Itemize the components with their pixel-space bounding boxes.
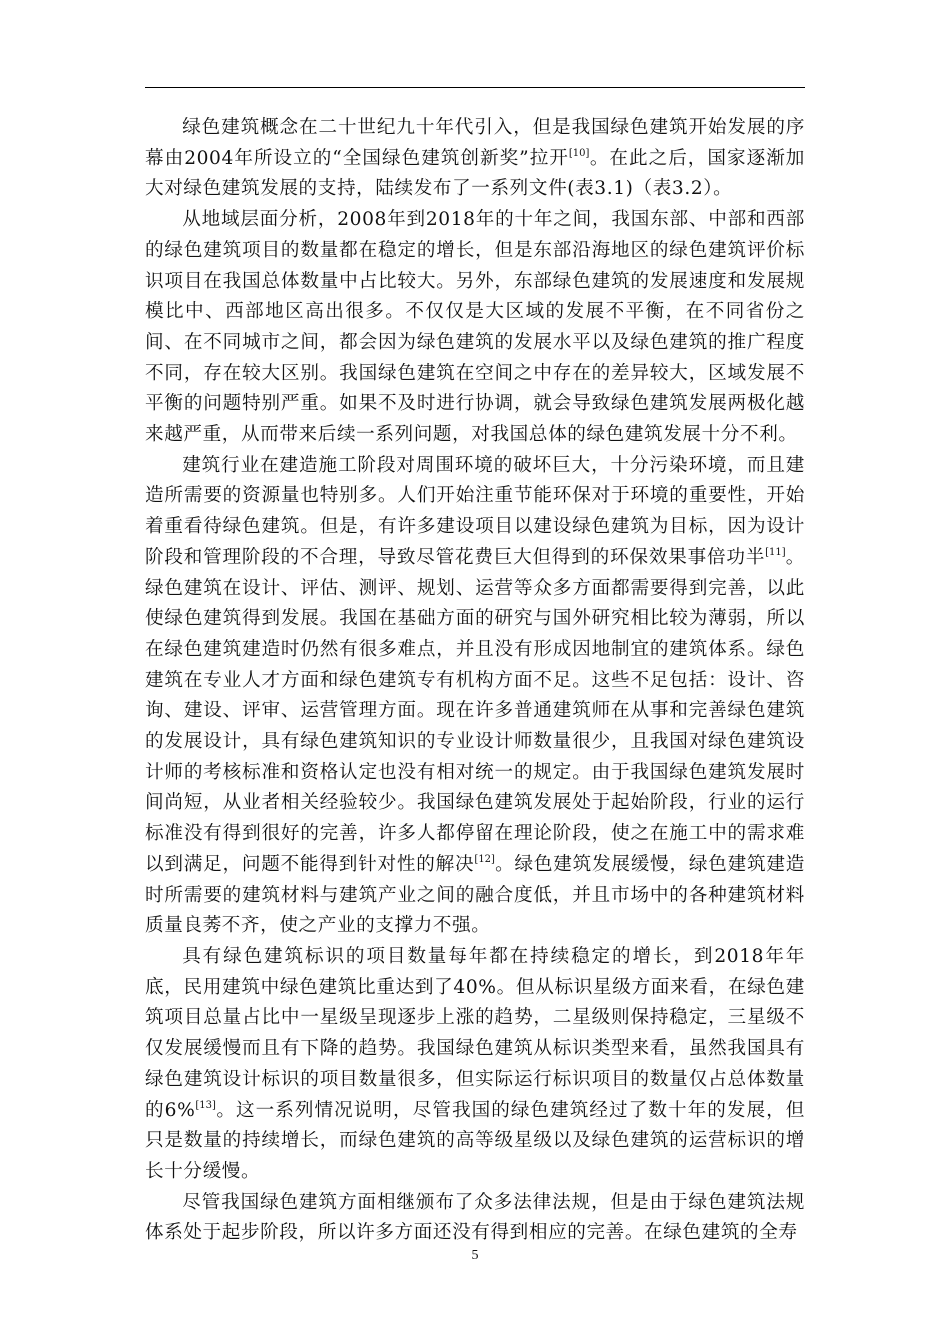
- citation-ref[interactable]: [11]: [765, 546, 786, 558]
- paragraph-text: 从地域层面分析，2008年到2018年的十年之间，我国东部、中部和西部的绿色建筑项目的数量都在稳定的增长，但是东部沿海地区的绿色建筑评价标识项目在我国总体数量中占比较大。另外，东部绿色建筑的发展速度和发展规模比中、西部地区高出很多。不仅仅是大区域的发展不平衡，在不同省份之间、在不同城市之间，都会因为绿色建筑的发展水平以及绿色建筑的推广程度不同，存在较大区别。我国绿色建筑在空间之中存在的差异较大，区域发展不平衡的问题特别严重。如果不及时进行协调，就会导致绿色建筑发展两极化越来越严重，从而带来后续一系列问题，对我国总体的绿色建筑发展十分不利。: [145, 209, 805, 446]
- citation-ref[interactable]: [13]: [195, 1099, 216, 1111]
- paragraph-text: 。绿色建筑发展缓慢，绿色建筑建造时所需要的建筑材料与建筑产业之间的融合度低，并且市场中的各种建筑材料质量良莠不齐，使之产业的支撑力不强。: [145, 853, 805, 937]
- citation-ref[interactable]: [10]: [568, 147, 590, 159]
- paragraph-4: [145, 942, 805, 1188]
- paragraph-1: [145, 113, 805, 205]
- paragraph-text: 。在此之后，国家逐渐加大对绿色建筑发展的支持，陆续发布了一系列文件(表3.1)（表3.2）。: [145, 147, 805, 200]
- page-number: 5: [471, 1248, 479, 1263]
- citation-ref[interactable]: [12]: [474, 853, 495, 865]
- paragraph-text: 绿色建筑概念在二十世纪九十年代引入，但是我国绿色建筑开始发展的序幕由2004年所设立的“全国绿色建筑创新奖”拉开: [145, 117, 805, 169]
- body-text: [145, 113, 805, 1249]
- paragraph-text: 尽管我国绿色建筑方面相继颁布了众多法律法规，但是由于绿色建筑法规体系处于起步阶段，所以许多方面还没有得到相应的完善。在绿色建筑的全寿: [145, 1191, 805, 1244]
- paragraph-text: 。绿色建筑在设计、评估、测评、规划、运营等众多方面都需要得到完善，以此使绿色建筑得到发展。我国在基础方面的研究与国外研究相比较为薄弱，所以在绿色建筑建造时仍然有很多难点，并且没有形成因地制宜的建筑体系。绿色建筑在专业人才方面和绿色建筑专有机构方面不足。这些不足包括：设计、咨询、建设、评审、运营管理方面。现在许多普通建筑师在从事和完善绿色建筑的发展设计，具有绿色建筑知识的专业设计师数量很少，且我国对绿色建筑设计师的考核标准和资格认定也没有相对统一的规定。由于我国绿色建筑发展时间尚短，从业者相关经验较少。我国绿色建筑发展处于起始阶段，行业的运行标准没有得到很好的完善，许多人都停留在理论阶段，使之在施工中的需求难以到满足，问题不能得到针对性的解决: [145, 546, 806, 875]
- paragraph-text: 。这一系列情况说明，尽管我国的绿色建筑经过了数十年的发展，但只是数量的持续增长，而绿色建筑的高等级星级以及绿色建筑的运营标识的增长十分缓慢。: [145, 1099, 805, 1182]
- paragraph-5: [145, 1188, 805, 1249]
- header-rule: [145, 87, 805, 88]
- paragraph-3: [145, 451, 805, 942]
- paragraph-2: [145, 205, 805, 451]
- paragraph-text: 具有绿色建筑标识的项目数量每年都在持续稳定的增长，到2018年年底，民用建筑中绿色建筑比重达到了40%。但从标识星级方面来看，在绿色建筑项目总量占比中一星级呈现逐步上涨的趋势，二星级则保持稳定，三星级不仅发展缓慢而且有下降的趋势。我国绿色建筑从标识类型来看，虽然我国具有绿色建筑设计标识的项目数量很多，但实际运行标识项目的数量仅占总体数量的6%: [145, 945, 805, 1121]
- paragraph-text: 建筑行业在建造施工阶段对周围环境的破坏巨大，十分污染环境，而且建造所需要的资源量也特别多。人们开始注重节能环保对于环境的重要性，开始着重看待绿色建筑。但是，有许多建设项目以建设绿色建筑为目标，因为设计阶段和管理阶段的不合理，导致尽管花费巨大但得到的环保效果事倍功半: [145, 454, 805, 568]
